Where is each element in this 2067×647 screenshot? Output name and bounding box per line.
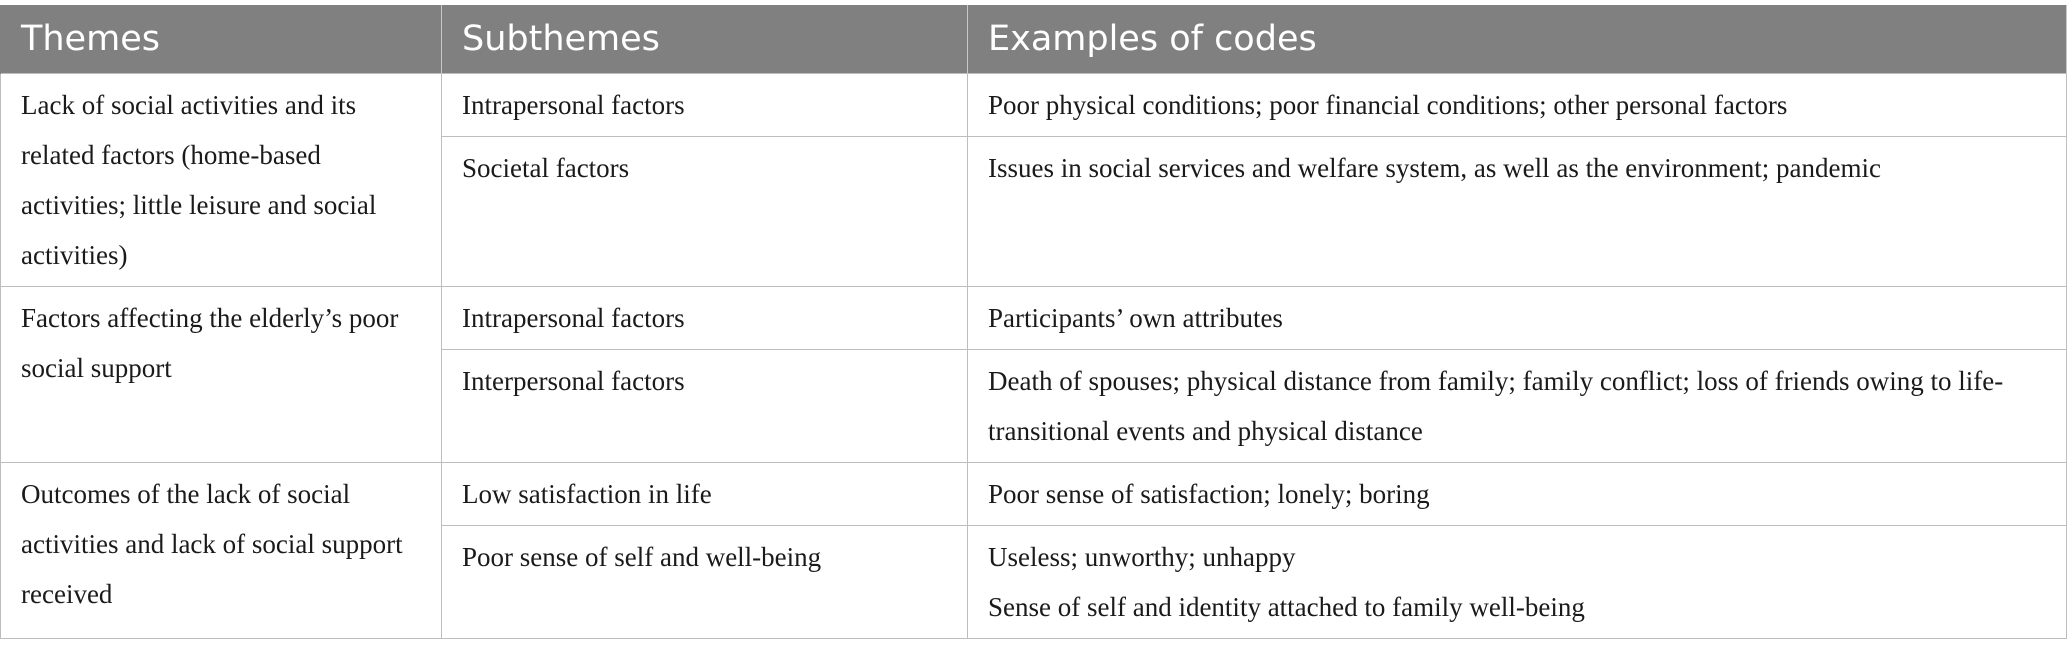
- subtheme-cell: Intrapersonal factors: [442, 287, 968, 350]
- theme-cell: Factors affecting the elderly’s poor social support: [1, 287, 442, 463]
- header-themes: Themes: [1, 5, 442, 74]
- table-header: [1, 5, 2067, 74]
- header-subthemes: Subthemes: [442, 5, 968, 74]
- example-code-text: Issues in social services and welfare system, as well as the environment; pandemic: [988, 153, 1881, 184]
- table-body: [1, 74, 2067, 639]
- subtheme-cell: Intrapersonal factors: [442, 74, 968, 137]
- themes-table-container: [0, 5, 2067, 639]
- example-code-text: Death of spouses; physical distance from family; family conflict; loss of friends owing to life-transitional events and physical distance: [988, 366, 2004, 446]
- examples-cell: [968, 137, 2067, 287]
- example-code-text: Participants’ own attributes: [988, 303, 1283, 333]
- examples-cell: [968, 526, 2067, 639]
- themes-table: [0, 5, 2067, 639]
- examples-cell: [968, 463, 2067, 526]
- example-code-text: Useless; unworthy; unhappy: [988, 542, 1296, 572]
- table-row: [1, 287, 2067, 350]
- example-code-text: Poor physical conditions; poor financial conditions; other personal factors: [988, 90, 1788, 120]
- examples-cell: [968, 287, 2067, 350]
- subtheme-cell: Interpersonal factors: [442, 350, 968, 463]
- subtheme-cell: Poor sense of self and well-being: [442, 526, 968, 639]
- theme-cell: Outcomes of the lack of social activities and lack of social support received: [1, 463, 442, 639]
- examples-cell: [968, 350, 2067, 463]
- table-row: [1, 74, 2067, 137]
- example-code-text: Sense of self and identity attached to family well-being: [988, 592, 1585, 622]
- subtheme-cell: Societal factors: [442, 137, 968, 287]
- example-code-text: Poor sense of satisfaction; lonely; boring: [988, 479, 1430, 509]
- table-row: [1, 463, 2067, 526]
- header-row: [1, 5, 2067, 74]
- subtheme-cell: Low satisfaction in life: [442, 463, 968, 526]
- examples-cell: [968, 74, 2067, 137]
- theme-cell: Lack of social activities and its related factors (home-based activities; little leisure and social activities): [1, 74, 442, 287]
- header-examples-of-codes: Examples of codes: [968, 5, 2067, 74]
